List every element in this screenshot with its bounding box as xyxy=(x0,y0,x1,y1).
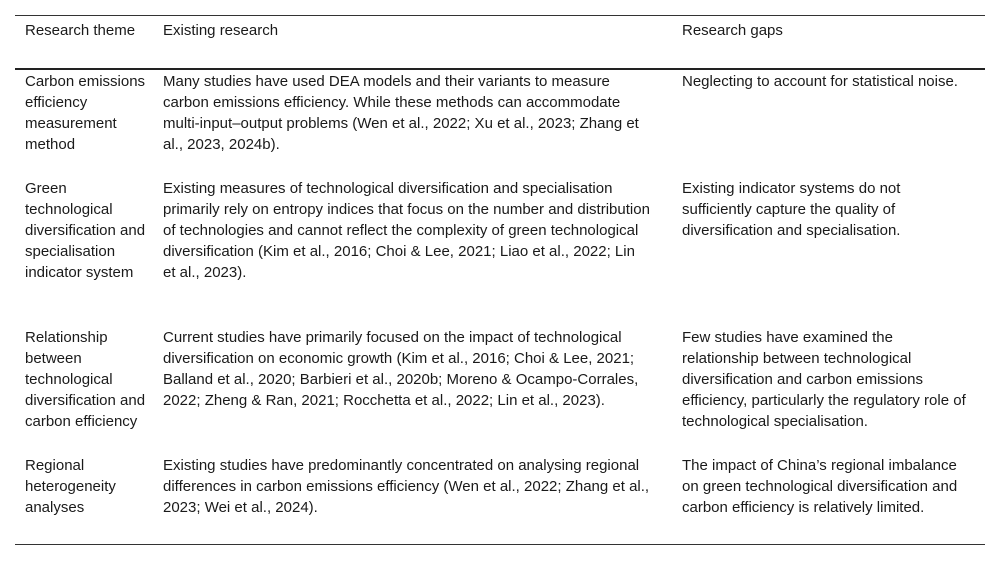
row-theme: Relationship between technological diversification and carbon efficiency xyxy=(25,329,146,430)
table-top-rule xyxy=(15,15,985,16)
header-research-gaps: Research gaps xyxy=(682,22,783,39)
row-existing-research: Current studies have primarily focused on the impact of technological diversification on economic growth (Kim et al., 2016; Choi & Lee, 2021; Balland et al., 2020; Barbieri et al., 2020b; Moreno & Ocampo-Corrales, 2022; Zheng & Ran, 2021; Rocchetta et al., 2022; Lin et al., 2023). xyxy=(163,329,639,409)
header-existing-research: Existing research xyxy=(163,22,279,39)
row-existing-research: Many studies have used DEA models and their variants to measure carbon emissions efficiency. While these methods can accommodate multi-input–output problems (Wen et al., 2022; Xu et al., 2023; Zhang et al., 2023, 2024b). xyxy=(163,73,639,153)
header-research-theme: Research theme xyxy=(25,22,136,39)
row-theme: Carbon emissions efficiency measurement method xyxy=(25,73,146,153)
row-existing-research: Existing measures of technological diversification and specialisation primarily rely on entropy indices that focus on the number and distribution of technologies and cannot reflect the complexity of green technological diversification (Kim et al., 2016; Choi & Lee, 2021; Liao et al., 2022; Lin et al., 2023). xyxy=(163,180,650,281)
row-research-gaps: Neglecting to account for statistical noise. xyxy=(682,73,958,90)
table-bottom-rule xyxy=(15,544,985,545)
row-existing-research: Existing studies have predominantly concentrated on analysing regional differences in carbon emissions efficiency (Wen et al., 2022; Zhang et al., 2023; Wei et al., 2024). xyxy=(163,457,650,516)
row-research-gaps: Few studies have examined the relationship between technological diversification and carbon emissions efficiency, particularly the regulatory role of technological specialisation. xyxy=(682,329,966,430)
row-research-gaps: Existing indicator systems do not sufficiently capture the quality of diversification and specialisation. xyxy=(682,180,901,239)
row-theme: Green technological diversification and specialisation indicator system xyxy=(25,180,146,281)
row-research-gaps: The impact of China’s regional imbalance on green technological diversification and carbon efficiency is relatively limited. xyxy=(682,457,958,516)
table-header-rule xyxy=(15,68,985,70)
row-theme: Regional heterogeneity analyses xyxy=(25,457,116,516)
